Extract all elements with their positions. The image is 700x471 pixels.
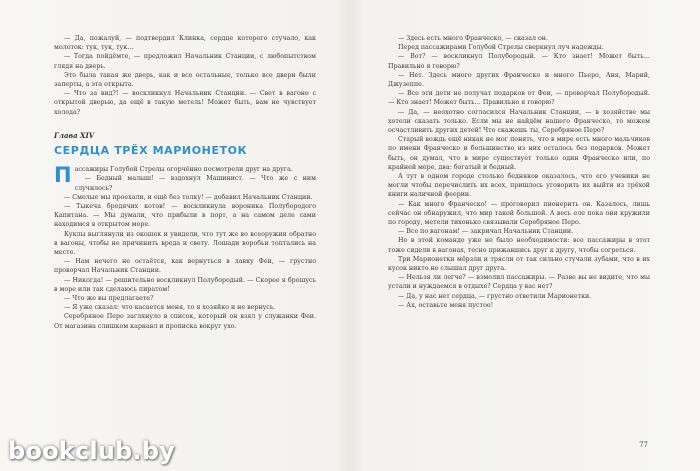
paragraph: — Нам нечего не остаётся, как вернуться в лавку Феи, — грустно проворчал Начальник Станции. [54,258,316,275]
right-page [388,34,650,310]
watermark-logo: bookclub.by [8,437,175,465]
first-paragraph-text: ассажиры Голубой Стрелы огорчённо посмотрели друг на друга. [74,166,293,174]
paragraph: Перед пассажирами Голубой Стрелы сверкнул луч надежды. [398,44,604,52]
paragraph: — Бедный малыш! — вздохнул Машинист. — Что же с ним случилось? [74,175,316,192]
paragraph: Старый вождь ещё никак не мог понять, что в мире есть много мальчиков по имени Франческо и большинство из них осталось без подарков. Может быть, он думал, что в мире существует только один Франческо или, по крайней мере, два: богатый и бедный. [388,136,650,171]
paragraph: Куклы выглянули из окошек и увидели, что тут же во всеоружии обратно в вагоны, чтобы не причинить вреда и свету. Лошади воробьи топтались на месте. [54,230,316,257]
paragraph: — Все эти дети не получат подарков от Феи, — проворчал Полубородый. — Кто знает! Может быть… Правильно я говорю? [388,90,650,107]
paragraph: — Тогда пойдёмте, — предложил Начальник Станции, с любопытством глядя на дверь. [54,53,316,70]
paragraph: — Да, пожалуй, — подтвердил Клинка, сердце которого стучало, как молоток: тук, тук, тук… [54,35,316,52]
page-number: 77 [639,441,648,449]
paragraph: А тут в одном городе столько бедняков оказалось, что его ученики не могли чтобы перечислить их всех, пришлось уговорить их выйти из трёхой книги наличной феерии. [388,173,650,199]
paragraph: — Что же вы предлагаете? [64,295,154,303]
paragraph: Три Марионетки мёрзли и трясли от так сильно стучали зубами, что в их кусок никто не слышал друг друга. [388,255,650,273]
paragraph: — Да, у нас нет сердца, — грустно ответили Марионетки. [398,292,592,300]
chapter-title: СЕРДЦА ТРЁХ МАРИОНЕТОК [54,144,248,158]
left-page [54,34,316,331]
paragraph: — Как много Франческо! — проговорил пионерить он. Казалось, лишь сейчас он обнаружил, что мир такой большой. А весь еле пока они кружили по городу, метели тихонько связывали Серебряное Перо. [388,200,650,227]
paragraph: Это была такая же дверь, как и все остальные, только все двери были заперты, а эта открыта. [54,71,316,89]
paragraph: — Я уже сказал: что касается меня, то я хозяйко и не вернусь. [64,304,276,312]
paragraph: — Никогда! — решительно воскликнул Полубородый. — Скорее я брошусь в море или так сделаюсь пиратом! [54,276,316,293]
paragraph: Серебряное Перо заглянуло в список, который он взял у служанки Феи. От магазина слишком карнавл и прописка вокруг ухо. [54,313,316,330]
paragraph: — Нет. Здесь много других Франческо и много Пьеро, Аня, Марий, Джузеппе. [388,71,650,89]
paragraph: — Нельзя ли легче? — взмолил пассажиры. — Разве вы не видите, что мы устали и нуждаемся в отдыхе? Сердца у вас нет? [388,274,650,291]
paragraph: Но в этой команде уже не было необходимости: все пассажиры в этот тоже сидели в вагонах, тесно прижавшись друг к другу, чтобы согреться. [388,237,650,254]
paragraph: — Что за вид?! — воскликнул Начальник Станции. — Свет в вагоне с открытой дверью, да ещё в такую метель! Может быть, вам не чувствует холода? [54,90,316,116]
paragraph: — Да, — неохотно согласился Начальник Станции, — в хозяйстве мы хотели сказать только. Если мы не найдём нашего Франческо, то можем осчастливить других детей! Что скажешь ты, Серебряное Перо? [388,108,650,135]
chapter-label: Глава XIV [54,130,95,140]
paragraph: — Все по вагонам! — закричал Начальник Станции. [398,228,574,236]
paragraph: — Вот? — воскликнул Полубородый. — Кто знает! Может быть… Правильно я говорю? [388,53,650,70]
paragraph: — Здесь есть много Франческо, — сказал он. [398,35,548,42]
paragraph: — Смелые мы проехали, и ещё без толку! — добавил Начальник Станции. [64,193,313,201]
drop-cap: П [54,163,72,188]
paragraph: — Тыкеча бродячих котов! — воскликнула вороника Полубородого Капитана. — Мы думали, что прибыли в порт, а на самом деле сами находимся в открытом море. [54,203,316,229]
paragraph: — Ах, оставьте меня пустое! [398,301,494,309]
